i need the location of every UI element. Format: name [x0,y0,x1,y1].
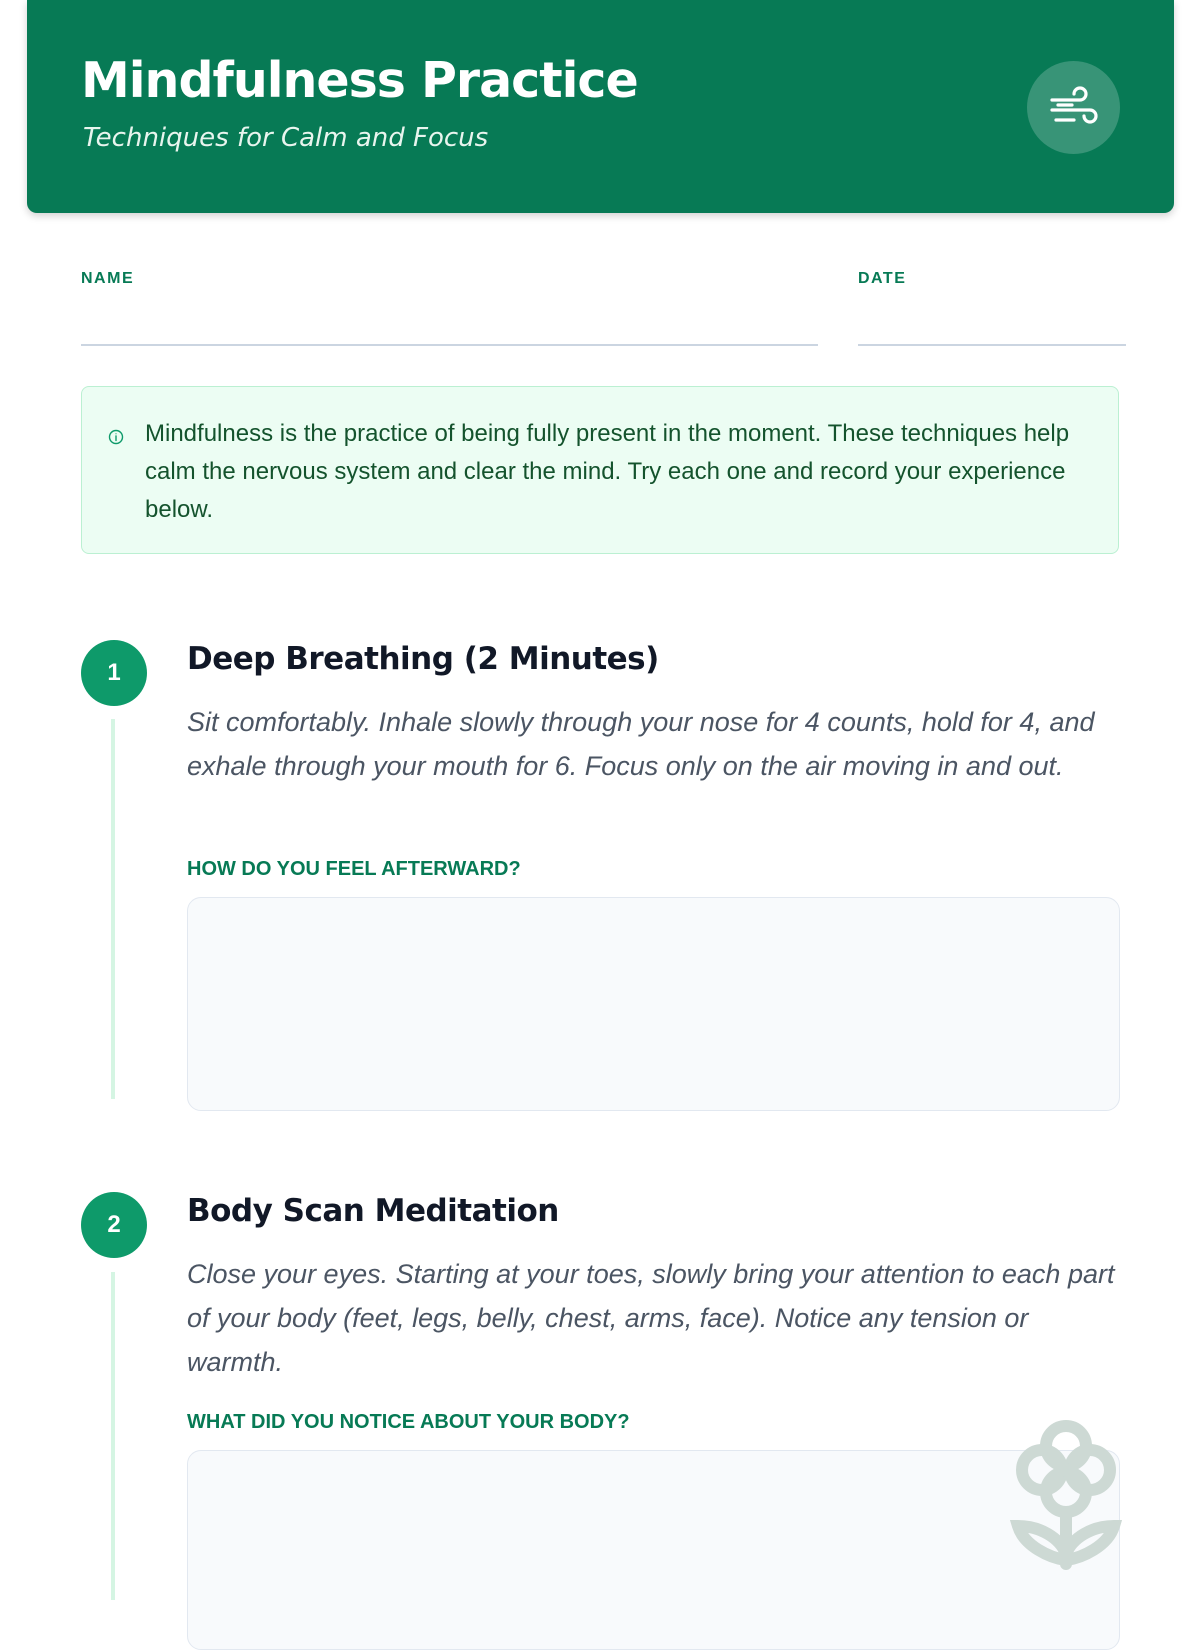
reflection-prompt: HOW DO YOU FEEL AFTERWARD? [187,858,521,880]
wind-icon [1046,80,1102,136]
page-header [27,0,1174,213]
name-label: NAME [81,270,135,287]
info-callout [81,386,1119,554]
page-subtitle: Techniques for Calm and Focus [83,123,489,153]
info-text: Mindfulness is the practice of being fully present in the moment. These techniques help calm the nervous system and clear the mind. Try each one and record your experience below. [145,420,1070,523]
step-number-badge: 2 [81,1192,147,1258]
header-icon-badge [1027,61,1120,154]
date-label: DATE [858,270,907,287]
step-title: Deep Breathing (2 Minutes) [187,641,659,677]
step-description: Close your eyes. Starting at your toes, slowly bring your attention to each part of your body (feet, legs, belly, chest, arms, face). Notice any tension or warmth. [187,1259,1115,1377]
info-icon [108,429,124,445]
reflection-prompt: WHAT DID YOU NOTICE ABOUT YOUR BODY? [187,1411,630,1433]
reflection-response-input[interactable] [187,897,1120,1111]
step-title: Body Scan Meditation [187,1193,559,1229]
flower-icon [1010,1418,1122,1570]
step-timeline-line [111,1272,115,1600]
step-description: Sit comfortably. Inhale slowly through your nose for 4 counts, hold for 4, and exhale through your mouth for 6. Focus only on the air moving in and out. [187,707,1095,781]
step-timeline-line [111,719,115,1099]
step-number-badge: 1 [81,640,147,706]
date-field[interactable] [858,344,1126,346]
reflection-response-input[interactable] [187,1450,1120,1650]
name-field[interactable] [81,344,818,346]
page-title: Mindfulness Practice [81,52,638,109]
